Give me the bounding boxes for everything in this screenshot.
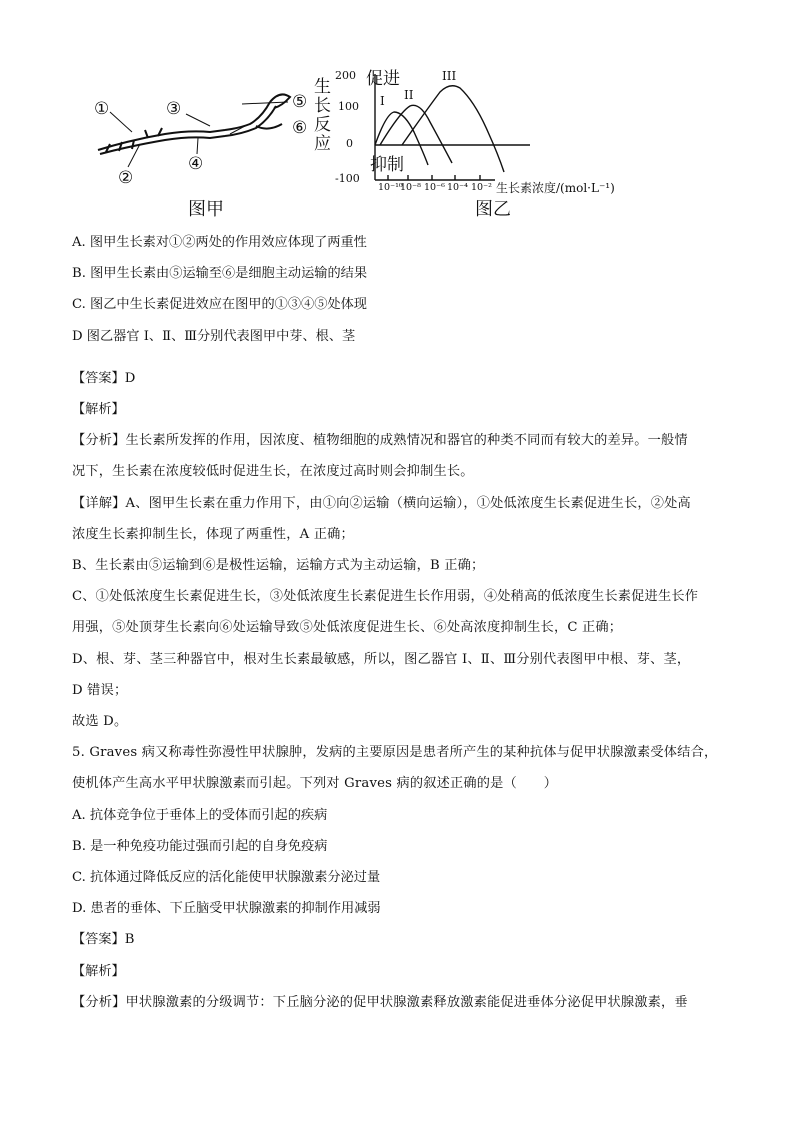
q4-detail-line-1: 【详解】A、图甲生长素在重力作用下，由①向②运输（横向运输），①处低浓度生长素促进生长，②处高 <box>72 496 691 511</box>
label-6: ⑥ <box>292 118 308 138</box>
q4-detail-line-2: 浓度生长素抑制生长，体现了两重性，A 正确； <box>72 527 354 542</box>
label-2: ② <box>118 168 134 188</box>
x-tick-1: 10⁻¹⁰ <box>378 182 403 193</box>
x-tick-4: 10⁻⁴ <box>447 182 468 193</box>
q5-option-c: C. 抗体通过降低反应的活化能使甲状腺激素分泌过量 <box>72 870 381 885</box>
q4-analysis-line-2: 况下，生长素在浓度较低时促进生长，在浓度过高时则会抑制生长。 <box>72 464 474 479</box>
label-1: ① <box>94 99 110 119</box>
q4-option-d: D 图乙器官 I、Ⅱ、Ⅲ分别代表图甲中芽、根、茎 <box>72 329 356 344</box>
q5-analysis-line-1: 【分析】甲状腺激素的分级调节：下丘脑分泌的促甲状腺激素释放激素能促进垂体分泌促甲状腺激素，垂 <box>72 995 688 1010</box>
label-5: ⑤ <box>292 92 308 112</box>
q5-answer: 【答案】B <box>72 932 135 947</box>
y-tick-0: 0 <box>346 137 353 150</box>
q5-option-b: B. 是一种免疫功能过强而引起的自身免疫病 <box>72 839 328 854</box>
q4-detail-line-4: C、①处低浓度生长素促进生长，③处低浓度生长素促进生长作用弱，④处稍高的低浓度生长素促进生长作 <box>72 589 699 604</box>
q4-detail-line-7: D 错误； <box>72 683 128 698</box>
figure-jia-caption: 图甲 <box>188 199 224 220</box>
q5-stem-line-1: 5. Graves 病又称毒性弥漫性甲状腺肿，发病的主要原因是患者所产生的某种抗体与促甲状腺激素受体结合， <box>72 745 718 760</box>
x-tick-5: 10⁻² <box>471 182 492 193</box>
figures-area <box>70 62 630 227</box>
q4-detail-line-3: B、生长素由⑤运输到⑥是极性运输，运输方式为主动运输，B 正确； <box>72 558 485 573</box>
q5-option-d: D. 患者的垂体、下丘脑受甲状腺激素的抑制作用减弱 <box>72 901 381 916</box>
label-4: ④ <box>188 154 204 174</box>
q5-option-a: A. 抗体竞争位于垂体上的受体而引起的疾病 <box>72 808 328 823</box>
q5-stem-line-2: 使机体产生高水平甲状腺激素而引起。下列对 Graves 病的叙述正确的是（ ） <box>72 776 558 791</box>
q4-option-c: C. 图乙中生长素促进效应在图甲的①③④⑤处体现 <box>72 297 367 312</box>
curve-label-3: III <box>442 69 457 83</box>
q4-option-a: A. 图甲生长素对①②两处的作用效应体现了两重性 <box>72 235 367 250</box>
q4-answer: 【答案】D <box>72 371 136 386</box>
y-tick-neg100: -100 <box>335 172 360 185</box>
y-tick-100: 100 <box>338 100 359 113</box>
curve-label-1: I <box>380 94 385 108</box>
promote-label: 促进 <box>366 69 400 89</box>
x-axis-label: 生长素浓度/(mol·L⁻¹) <box>496 181 615 195</box>
q4-detail-line-8: 故选 D。 <box>72 714 128 729</box>
x-tick-3: 10⁻⁶ <box>424 182 445 193</box>
y-tick-200: 200 <box>335 69 356 82</box>
label-3: ③ <box>166 99 182 119</box>
inhibit-label: 抑制 <box>370 155 404 175</box>
x-tick-2: 10⁻⁸ <box>400 182 421 193</box>
q4-analysis-title: 【解析】 <box>72 402 125 417</box>
y-axis-label: 生长反应 <box>314 77 331 154</box>
q4-analysis-line-1: 【分析】生长素所发挥的作用，因浓度、植物细胞的成熟情况和器官的种类不同而有较大的差异。一般情 <box>72 433 688 448</box>
q5-analysis-title: 【解析】 <box>72 964 125 979</box>
curve-label-2: II <box>404 88 414 102</box>
q4-detail-line-5: 用强，⑤处顶芽生长素向⑥处运输导致⑤处低浓度促进生长、⑥处高浓度抑制生长，C 正确； <box>72 620 623 635</box>
q4-detail-line-6: D、根、芽、茎三种器官中，根对生长素最敏感，所以，图乙器官 I、Ⅱ、Ⅲ分别代表图甲中根、芽、茎， <box>72 652 691 667</box>
q4-option-b: B. 图甲生长素由⑤运输至⑥是细胞主动运输的结果 <box>72 266 368 281</box>
figure-yi-caption: 图乙 <box>475 199 511 220</box>
